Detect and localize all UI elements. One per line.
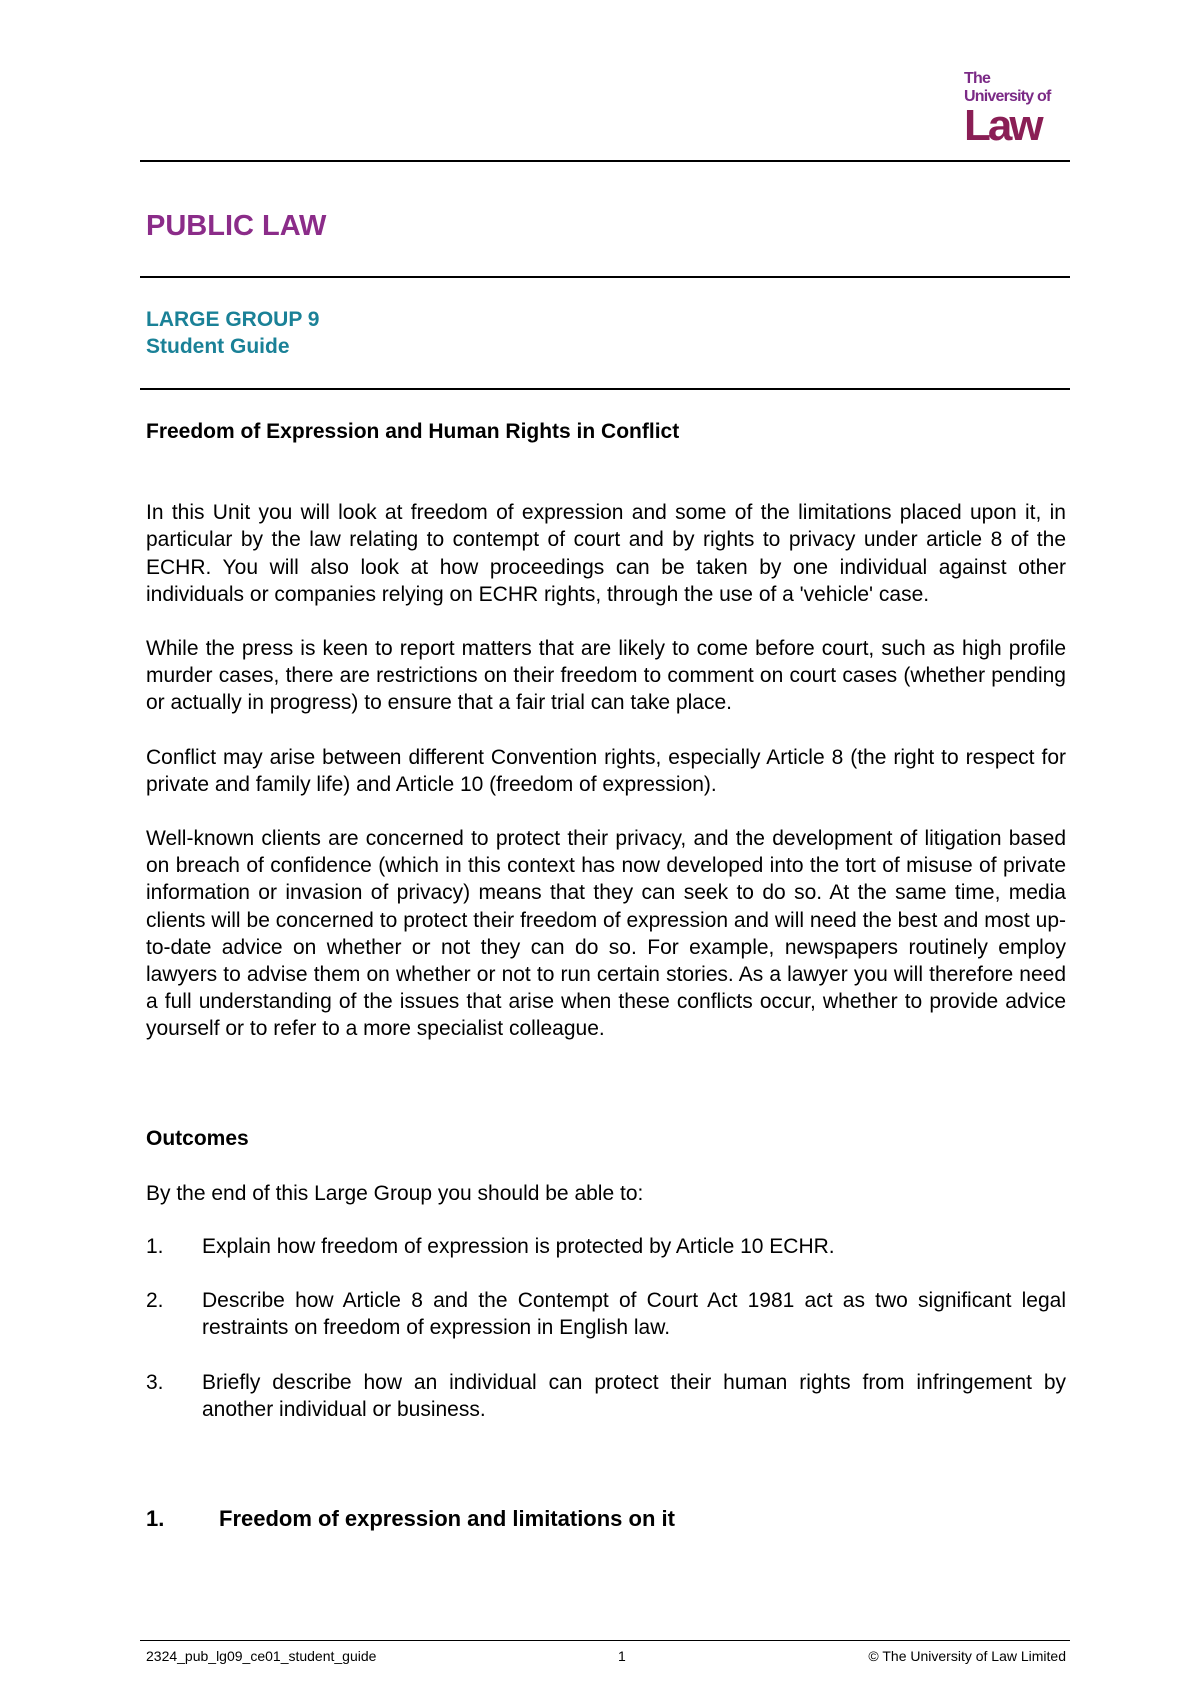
outcome-number: 1.: [146, 1235, 164, 1259]
group-heading: [146, 306, 319, 360]
section-number: 1.: [146, 1506, 165, 1532]
logo-line-university-of: University of: [964, 88, 1051, 105]
footer-copyright: © The University of Law Limited: [868, 1648, 1066, 1664]
footer-page-number: 1: [618, 1648, 626, 1664]
student-guide-label: Student Guide: [146, 335, 290, 358]
section-title: Freedom of expression and limitations on it: [219, 1506, 675, 1532]
outcome-number: 3.: [146, 1370, 164, 1394]
logo-line-law: Law: [964, 101, 1041, 150]
intro-paragraph: While the press is keen to report matters that are likely to come before court, such as high profile murder cases, there are restrictions on their freedom to comment on court cases (whether pending or actually in progress) to ensure that a fair trial can take place.: [146, 637, 1066, 715]
intro-paragraph: Conflict may arise between different Convention rights, especially Article 8 (the right to respect for private and family life) and Article 10 (freedom of expression).: [146, 745, 1066, 796]
outcome-item: [146, 1287, 1066, 1341]
section-heading: [146, 1505, 1066, 1532]
outcome-item: [146, 1233, 1066, 1260]
outcomes-list: [146, 1233, 1066, 1423]
outcome-text: Describe how Article 8 and the Contempt of Court Act 1981 act as two significant legal restraints on freedom of expression in English law.: [202, 1289, 1066, 1340]
unit-heading: Freedom of Expression and Human Rights in Conflict: [146, 420, 680, 443]
outcomes-lead: By the end of this Large Group you should be able to:: [146, 1181, 644, 1205]
footer-file-name: 2324_pub_lg09_ce01_student_guide: [146, 1648, 377, 1664]
intro-section: [146, 499, 1066, 1042]
intro-paragraph: Well-known clients are concerned to protect their privacy, and the development of litigation based on breach of confidence (which in this context has now developed into the tort of misuse of private information or invasion of privacy) means that they can seek to do so. At the same time, media clients will be concerned to protect their freedom of expression and will need the best and most up-to-date advice on whether or not they can do so. For example, newspapers routinely employ lawyers to advise them on whether or not to run certain stories. As a lawyer you will therefore need a full understanding of the issues that arise when these conflicts occur, whether to provide advice yourself or to refer to a more specialist colleague.: [146, 827, 1066, 1041]
page-footer: [146, 1648, 1066, 1664]
logo-line-the: The: [964, 70, 991, 87]
header-rule-middle: [140, 276, 1070, 278]
outcomes-heading: Outcomes: [146, 1126, 249, 1150]
large-group-label: LARGE GROUP 9: [146, 308, 320, 331]
header-rule-top: [140, 160, 1070, 162]
footer-rule: [140, 1640, 1070, 1641]
outcome-text: Explain how freedom of expression is protected by Article 10 ECHR.: [202, 1235, 835, 1259]
document-body: [146, 418, 1066, 1532]
page-title: PUBLIC LAW: [146, 210, 327, 242]
outcome-text: Briefly describe how an individual can protect their human rights from infringement by another individual or business.: [202, 1370, 1066, 1421]
university-logo: [964, 70, 1074, 150]
outcome-number: 2.: [146, 1289, 164, 1313]
intro-paragraph: In this Unit you will look at freedom of expression and some of the limitations placed upon it, in particular by the law relating to contempt of court and by rights to privacy under article 8 of the ECHR. You will also look at how proceedings can be taken by one individual against other individuals or companies relying on ECHR rights, through the use of a 'vehicle' case.: [146, 501, 1066, 606]
outcome-item: [146, 1369, 1066, 1423]
header-rule-bottom: [140, 388, 1070, 390]
